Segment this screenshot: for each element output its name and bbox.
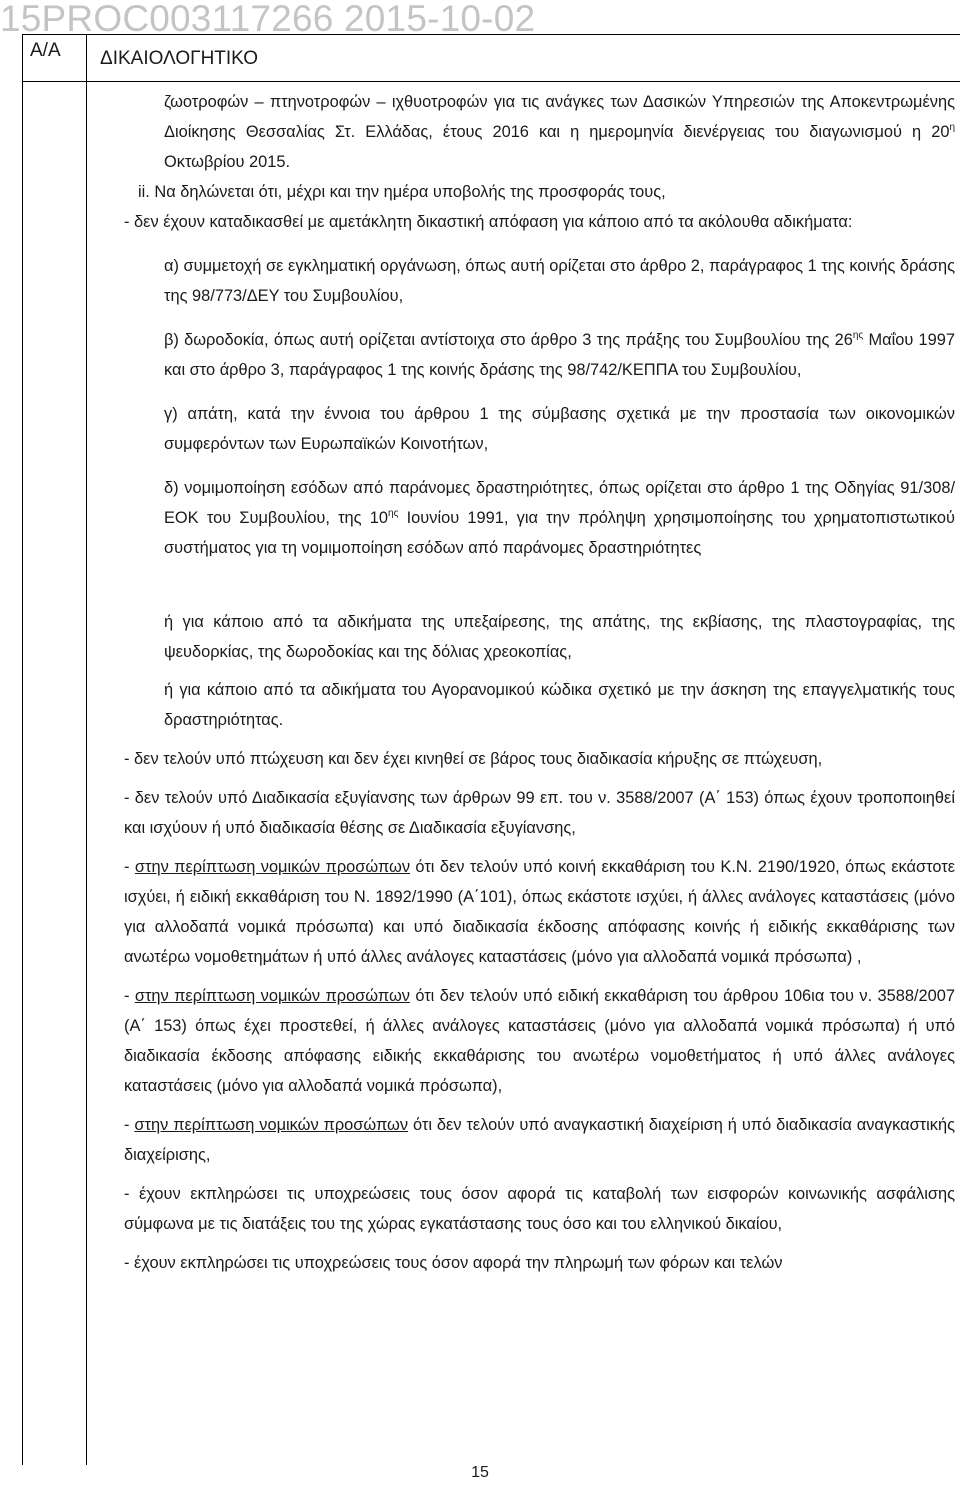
paragraph-offence-c: γ) απάτη, κατά την έννοια του άρθρου 1 της σύμβασης σχετικά με την προστασία των οικονομικών συμφερόντων των Ευρωπαϊκών Κοινοτήτων, xyxy=(164,405,955,453)
page-number: 15 xyxy=(471,1464,489,1481)
paragraph-offence-b: β) δωροδοκία, όπως αυτή ορίζεται αντίστοιχα στο άρθρο 3 της πράξης του Συμβουλίου της $26^{\eta\varsigma}$ Μαΐου 1997 και στο άρθρο 3, παράγραφος 1 της κοινής δράσης της 98/742/ΚΕΠΠΑ του Συμβουλίου, xyxy=(164,330,955,379)
paragraph-bankruptcy: - δεν τελούν υπό πτώχευση και δεν έχει κινηθεί σε βάρος τους διαδικασία κήρυξης σε πτώχευση, xyxy=(124,750,823,768)
column-header-aa: Α/Α xyxy=(30,40,61,61)
table-border-header xyxy=(22,81,960,82)
paragraph-administration: - στην περίπτωση νομικών προσώπων ότι δεν τελούν υπό αναγκαστική διαχείριση ή υπό διαδικασία αναγκαστικής διαχείρισης, xyxy=(124,1116,956,1164)
document-id-watermark: 15PROC003117266 2015-10-02 xyxy=(0,0,536,39)
paragraph-other-offences: ή για κάποιο από τα αδικήματα της υπεξαίρεσης, της απάτης, της εκβίασης, της πλαστογραφίας, της ψευδορκίας, της δωροδοκίας και της δόλιας χρεοκοπίας, xyxy=(164,613,955,661)
paragraph-not-convicted: - δεν έχουν καταδικασθεί με αμετάκλητη δικαστική απόφαση για κάποιο από τα ακόλουθα αδικήματα: xyxy=(124,213,853,231)
paragraph-offence-a: α) συμμετοχή σε εγκληματική οργάνωση, όπως αυτή ορίζεται στο άρθρο 2, παράγραφος 1 της κοινής δράσης της 98/773/ΔΕΥ του Συμβουλίου, xyxy=(164,257,955,305)
paragraph-special-liquidation: - στην περίπτωση νομικών προσώπων ότι δεν τελούν υπό ειδική εκκαθάριση του άρθρου 106ια του ν. 3588/2007 (Α΄ 153) όπως έχει προστεθεί, ή άλλες ανάλογες καταστάσεις (μόνο για αλλοδαπά νομικά πρόσωπα) ή υπό διαδικασία έκδοσης απόφασης ειδικής εκκαθάρισης του ανωτέρω νομοθετήματος ή υπό άλλες ανάλογες καταστάσεις (μόνο για αλλοδαπά νομικά πρόσωπα), xyxy=(124,987,955,1095)
paragraph-taxes: - έχουν εκπληρώσει τις υποχρεώσεις τους όσον αφορά την πληρωμή των φόρων και τελών xyxy=(124,1254,783,1272)
table-border-left xyxy=(22,34,23,1465)
paragraph-intro: ζωοτροφών – πτηνοτροφών – ιχθυοτροφών για τις ανάγκες των Δασικών Υπηρεσιών της Αποκεντρωμένης Διοίκησης Θεσσαλίας Στ. Ελλάδας, έτους 2016 και η ημερομηνία διενέργειας του διαγωνισμού η $20^\eta$ Οκτωβρίου 2015. xyxy=(164,93,955,171)
paragraph-restructuring: - δεν τελούν υπό Διαδικασία εξυγίανσης των άρθρων 99 επ. του ν. 3588/2007 (Α΄ 153) όπως έχουν τροποποιηθεί και ισχύουν ή υπό διαδικασία θέσης σε Διαδικασία εξυγίανσης, xyxy=(124,789,955,837)
column-header-document: ΔΙΚΑΙΟΛΟΓΗΤΙΚΟ xyxy=(100,48,259,69)
paragraph-market-code: ή για κάποιο από τα αδικήματα του Αγορανομικού κώδικα σχετικό με την άσκηση της επαγγελματικής τους δραστηριότητας. xyxy=(164,681,955,729)
paragraph-declaration: ii. Να δηλώνεται ότι, μέχρι και την ημέρα υποβολής της προσφοράς τους, xyxy=(138,183,666,201)
paragraph-liquidation: - στην περίπτωση νομικών προσώπων ότι δεν τελούν υπό κοινή εκκαθάριση του Κ.Ν. 2190/1920, όπως εκάστοτε ισχύει, ή ειδική εκκαθάριση του Ν. 1892/1990 (Α΄101), όπως εκάστοτε ισχύει, ή άλλες ανάλογες καταστάσεις (μόνο για αλλοδαπά νομικά πρόσωπα) και υπό διαδικασία έκδοσης απόφασης κοινής ή ειδικής εκκαθάρισης των ανωτέρω νομοθετημάτων ή υπό άλλες ανάλογες καταστάσεις (μόνο για αλλοδαπά νομικά πρόσωπα) , xyxy=(124,858,956,966)
document-body xyxy=(124,87,955,1278)
table-column-divider xyxy=(86,34,87,1465)
paragraph-social-security: - έχουν εκπληρώσει τις υποχρεώσεις τους όσον αφορά τις καταβολή των εισφορών κοινωνικής ασφάλισης σύμφωνα με τις διατάξεις του της χώρας εγκατάστασης τους όσο και του ελληνικού δικαίου, xyxy=(124,1185,955,1233)
paragraph-offence-d: δ) νομιμοποίηση εσόδων από παράνομες δραστηριότητες, όπως ορίζεται στο άρθρο 1 της Οδηγίας 91/308/ΕΟΚ του Συμβουλίου, της $10^{\eta\varsigma}$ Ιουνίου 1991, για την πρόληψη χρησιμοποίησης του χρηματοπιστωτικού συστήματος για τη νομιμοποίηση εσόδων από παράνομες δραστηριότητες xyxy=(164,479,956,557)
